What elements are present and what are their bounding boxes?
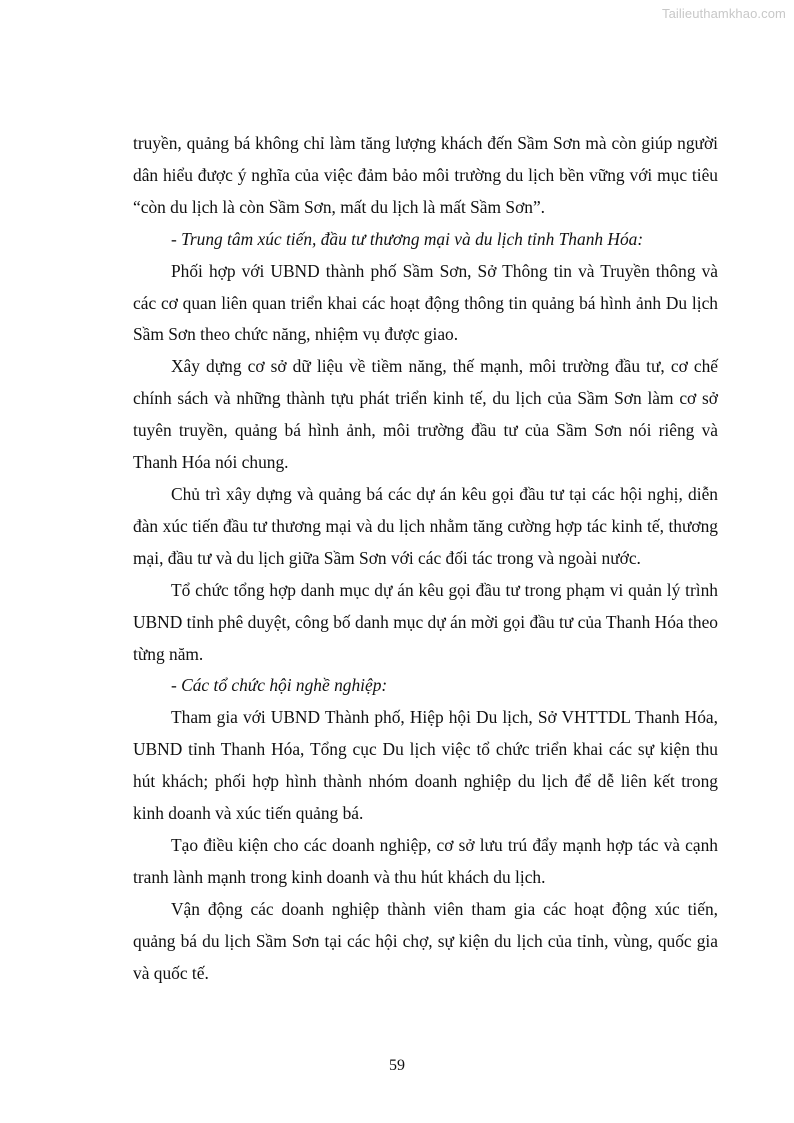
paragraph: Vận động các doanh nghiệp thành viên tham gia các hoạt động xúc tiến, quảng bá du lịch Sầm Sơn tại các hội chợ, sự kiện du lịch của tỉnh, vùng, quốc gia và quốc tế. xyxy=(133,898,718,983)
document-body xyxy=(133,128,718,989)
watermark: Tailieuthamkhao.com xyxy=(661,6,786,21)
paragraph: Tổ chức tổng hợp danh mục dự án kêu gọi đầu tư trong phạm vi quản lý trình UBND tỉnh phê duyệt, công bố danh mục dự án mời gọi đầu tư của Thanh Hóa theo từng năm. xyxy=(133,579,718,664)
paragraph-continuation: truyền, quảng bá không chỉ làm tăng lượng khách đến Sầm Sơn mà còn giúp người dân hiểu được ý nghĩa của việc đảm bảo môi trường du lịch bền vững với mục tiêu “còn du lịch là còn Sầm Sơn, mất du lịch là mất Sầm Sơn”. xyxy=(133,133,718,217)
page-number: 59 xyxy=(389,1057,405,1074)
paragraph: Phối hợp với UBND thành phố Sầm Sơn, Sở Thông tin và Truyền thông và các cơ quan liên quan triển khai các hoạt động thông tin quảng bá hình ảnh Du lịch Sầm Sơn theo chức năng, nhiệm vụ được giao. xyxy=(133,260,718,345)
paragraph: Chủ trì xây dựng và quảng bá các dự án kêu gọi đầu tư tại các hội nghị, diễn đàn xúc tiến đầu tư thương mại và du lịch nhằm tăng cường hợp tác kinh tế, thương mại, đầu tư và du lịch giữa Sầm Sơn với các đối tác trong và ngoài nước. xyxy=(133,483,718,568)
section-heading-professional-associations: - Các tổ chức hội nghề nghiệp: xyxy=(171,675,388,696)
paragraph: Xây dựng cơ sở dữ liệu về tiềm năng, thế mạnh, môi trường đầu tư, cơ chế chính sách và những thành tựu phát triển kinh tế, du lịch của Sầm Sơn làm cơ sở tuyên truyền, quảng bá hình ảnh, môi trường đầu tư của Sầm Sơn nói riêng và Thanh Hóa nói chung. xyxy=(133,356,718,473)
section-heading-promotion-center: - Trung tâm xúc tiến, đầu tư thương mại và du lịch tỉnh Thanh Hóa: xyxy=(171,228,644,249)
paragraph: Tham gia với UBND Thành phố, Hiệp hội Du lịch, Sở VHTTDL Thanh Hóa, UBND tỉnh Thanh Hóa, Tổng cục Du lịch việc tổ chức triển khai các sự kiện thu hút khách; phối hợp hình thành nhóm doanh nghiệp du lịch để dễ liên kết trong kinh doanh và xúc tiến quảng bá. xyxy=(133,707,718,824)
paragraph: Tạo điều kiện cho các doanh nghiệp, cơ sở lưu trú đẩy mạnh hợp tác và cạnh tranh lành mạnh trong kinh doanh và thu hút khách du lịch. xyxy=(133,834,718,887)
